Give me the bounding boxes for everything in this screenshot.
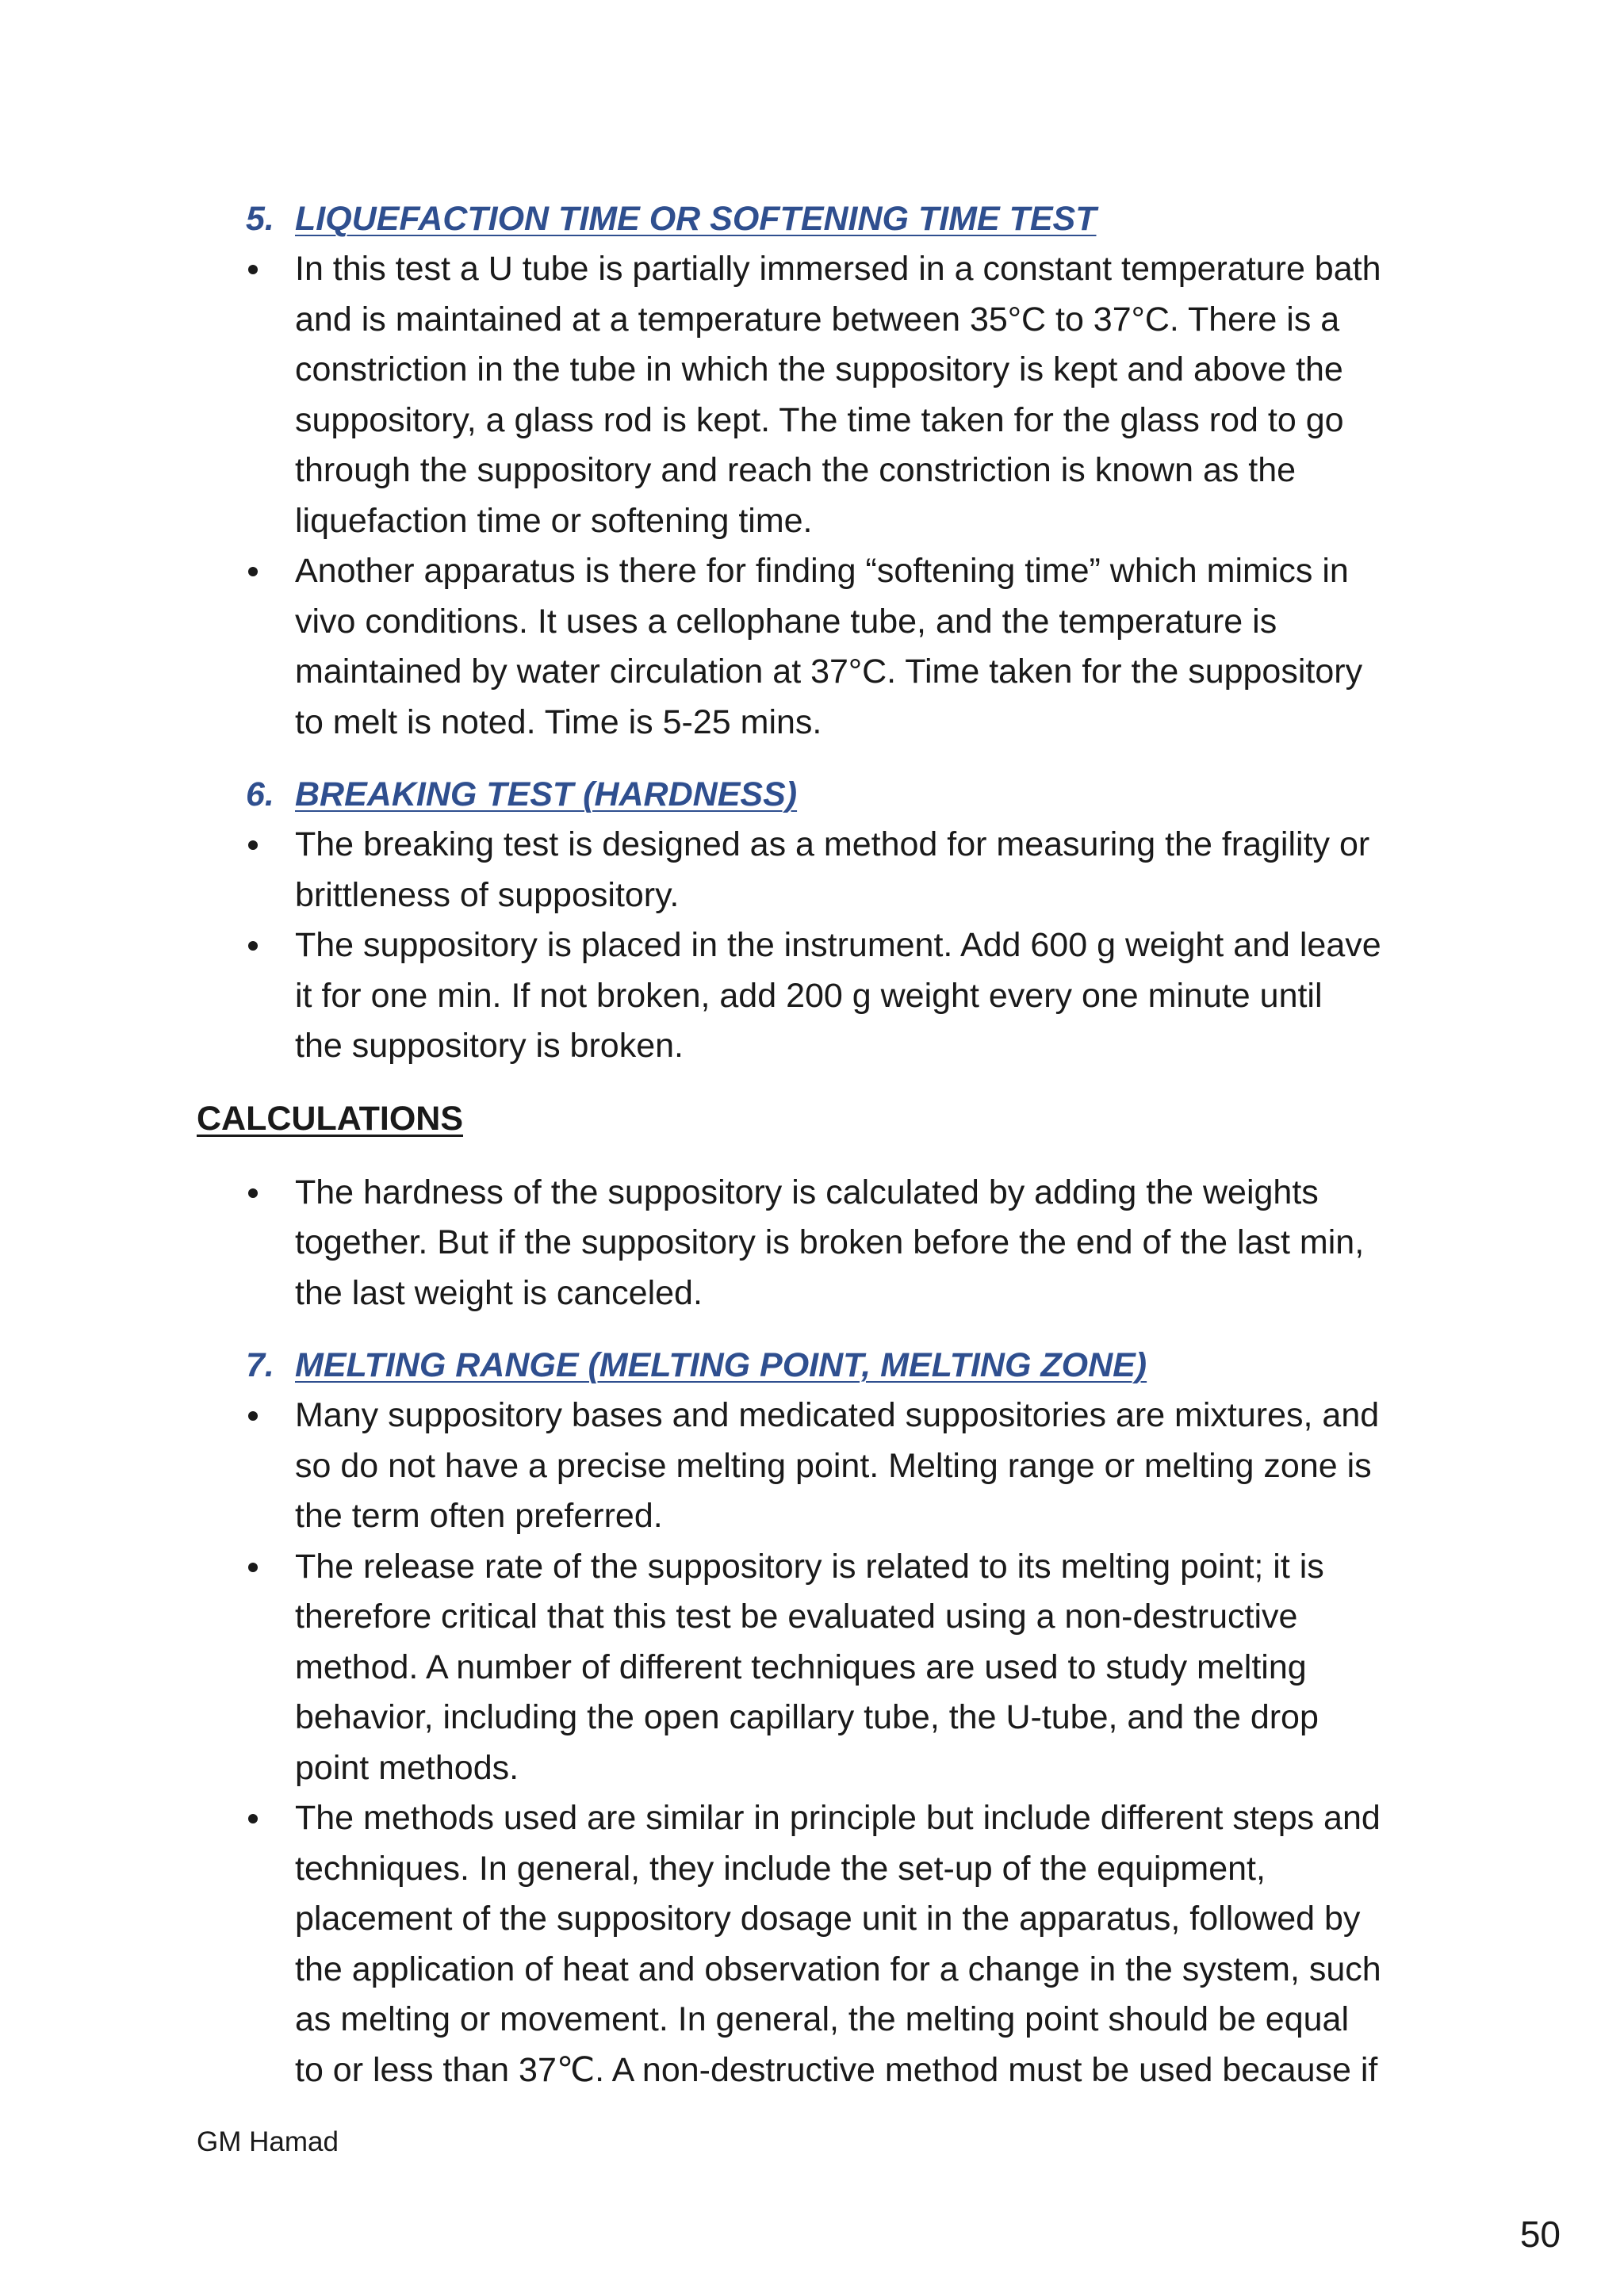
list-item-line: to or less than 37℃. A non-destructive method must be used because if [295, 2050, 1378, 2089]
list-item-line: In this test a U tube is partially immersed in a constant temperature bath [295, 250, 1381, 288]
list-item-line: to melt is noted. Time is 5-25 mins. [295, 702, 822, 741]
list-item-line: the term often preferred. [295, 1497, 663, 1535]
bullet-icon [248, 1814, 258, 1823]
list-item [197, 244, 1442, 546]
list-item-line: so do not have a precise melting point. Melting range or melting zone is [295, 1446, 1372, 1485]
list-item [197, 820, 1442, 920]
list-item-line: The hardness of the suppository is calculated by adding the weights [295, 1173, 1319, 1211]
bullet-icon [248, 840, 258, 850]
bullet-icon [248, 941, 258, 951]
list-item [197, 546, 1442, 748]
section-7-number: 7. [246, 1346, 274, 1384]
bullet-icon [248, 1188, 258, 1198]
list-item [197, 920, 1442, 1072]
list-item-line: suppository, a glass rod is kept. The time taken for the glass rod to go [295, 400, 1344, 439]
footer-author: GM Hamad [197, 2126, 339, 2157]
section-6-heading [197, 770, 1442, 820]
list-item-line: liquefaction time or softening time. [295, 501, 813, 540]
section-7-heading [197, 1341, 1442, 1391]
list-item-line: placement of the suppository dosage unit in the apparatus, followed by [295, 1900, 1361, 1938]
section-7-list [197, 1391, 1442, 2095]
list-item-line: maintained by water circulation at 37°C. Time taken for the suppository [295, 652, 1363, 691]
list-item-line: The release rate of the suppository is related to its melting point; it is [295, 1547, 1324, 1586]
list-item-line: constriction in the tube in which the suppository is kept and above the [295, 350, 1343, 388]
list-item-line: through the suppository and reach the constriction is known as the [295, 451, 1297, 489]
list-item-line: The methods used are similar in principle but include different steps and [295, 1799, 1381, 1837]
list-item-line: The suppository is placed in the instrument. Add 600 g weight and leave [295, 926, 1381, 964]
section-5-number: 5. [246, 200, 274, 238]
list-item-line: the suppository is broken. [295, 1027, 684, 1065]
list-item-line: and is maintained at a temperature between 35°C to 37°C. There is a [295, 300, 1340, 339]
list-item-line: the last weight is canceled. [295, 1273, 703, 1312]
list-item-line: method. A number of different techniques are used to study melting [295, 1647, 1307, 1686]
calculations-list [197, 1168, 1442, 1319]
section-5-heading [197, 194, 1442, 244]
list-item [197, 1168, 1442, 1319]
list-item-line: it for one min. If not broken, add 200 g weight every one minute until [295, 976, 1323, 1015]
list-item-line: behavior, including the open capillary tube, the U-tube, and the drop [295, 1698, 1319, 1736]
calculations-heading: CALCULATIONS [197, 1099, 464, 1138]
bullet-icon [248, 1563, 258, 1572]
list-item-line: vivo conditions. It uses a cellophane tube, and the temperature is [295, 602, 1277, 641]
section-5-list [197, 244, 1442, 748]
list-item-line: The breaking test is designed as a method for measuring the fragility or [295, 825, 1370, 863]
bullet-icon [248, 265, 258, 274]
section-7-title: MELTING RANGE (MELTING POINT, MELTING ZONE) [295, 1346, 1147, 1384]
page-content [197, 194, 1442, 2095]
section-5-title: LIQUEFACTION TIME OR SOFTENING TIME TEST [295, 200, 1097, 238]
section-6-list [197, 820, 1442, 1072]
list-item [197, 1793, 1442, 2095]
section-6-number: 6. [246, 775, 274, 813]
list-item [197, 1542, 1442, 1794]
page-number: 50 [1519, 2214, 1561, 2255]
list-item-line: together. But if the suppository is broken before the end of the last min, [295, 1223, 1365, 1261]
bullet-icon [248, 1411, 258, 1421]
list-item-line: Another apparatus is there for finding “softening time” which mimics in [295, 552, 1349, 590]
list-item-line: as melting or movement. In general, the melting point should be equal [295, 2000, 1350, 2038]
list-item-line: brittleness of suppository. [295, 875, 680, 914]
list-item-line: point methods. [295, 1748, 519, 1787]
section-6-title: BREAKING TEST (HARDNESS) [295, 775, 798, 813]
bullet-icon [248, 567, 258, 576]
list-item-line: the application of heat and observation for a change in the system, such [295, 1950, 1381, 1988]
list-item [197, 1391, 1442, 1542]
list-item-line: Many suppository bases and medicated suppositories are mixtures, and [295, 1396, 1380, 1434]
list-item-line: therefore critical that this test be evaluated using a non-destructive [295, 1598, 1298, 1636]
list-item-line: techniques. In general, they include the set-up of the equipment, [295, 1849, 1266, 1888]
